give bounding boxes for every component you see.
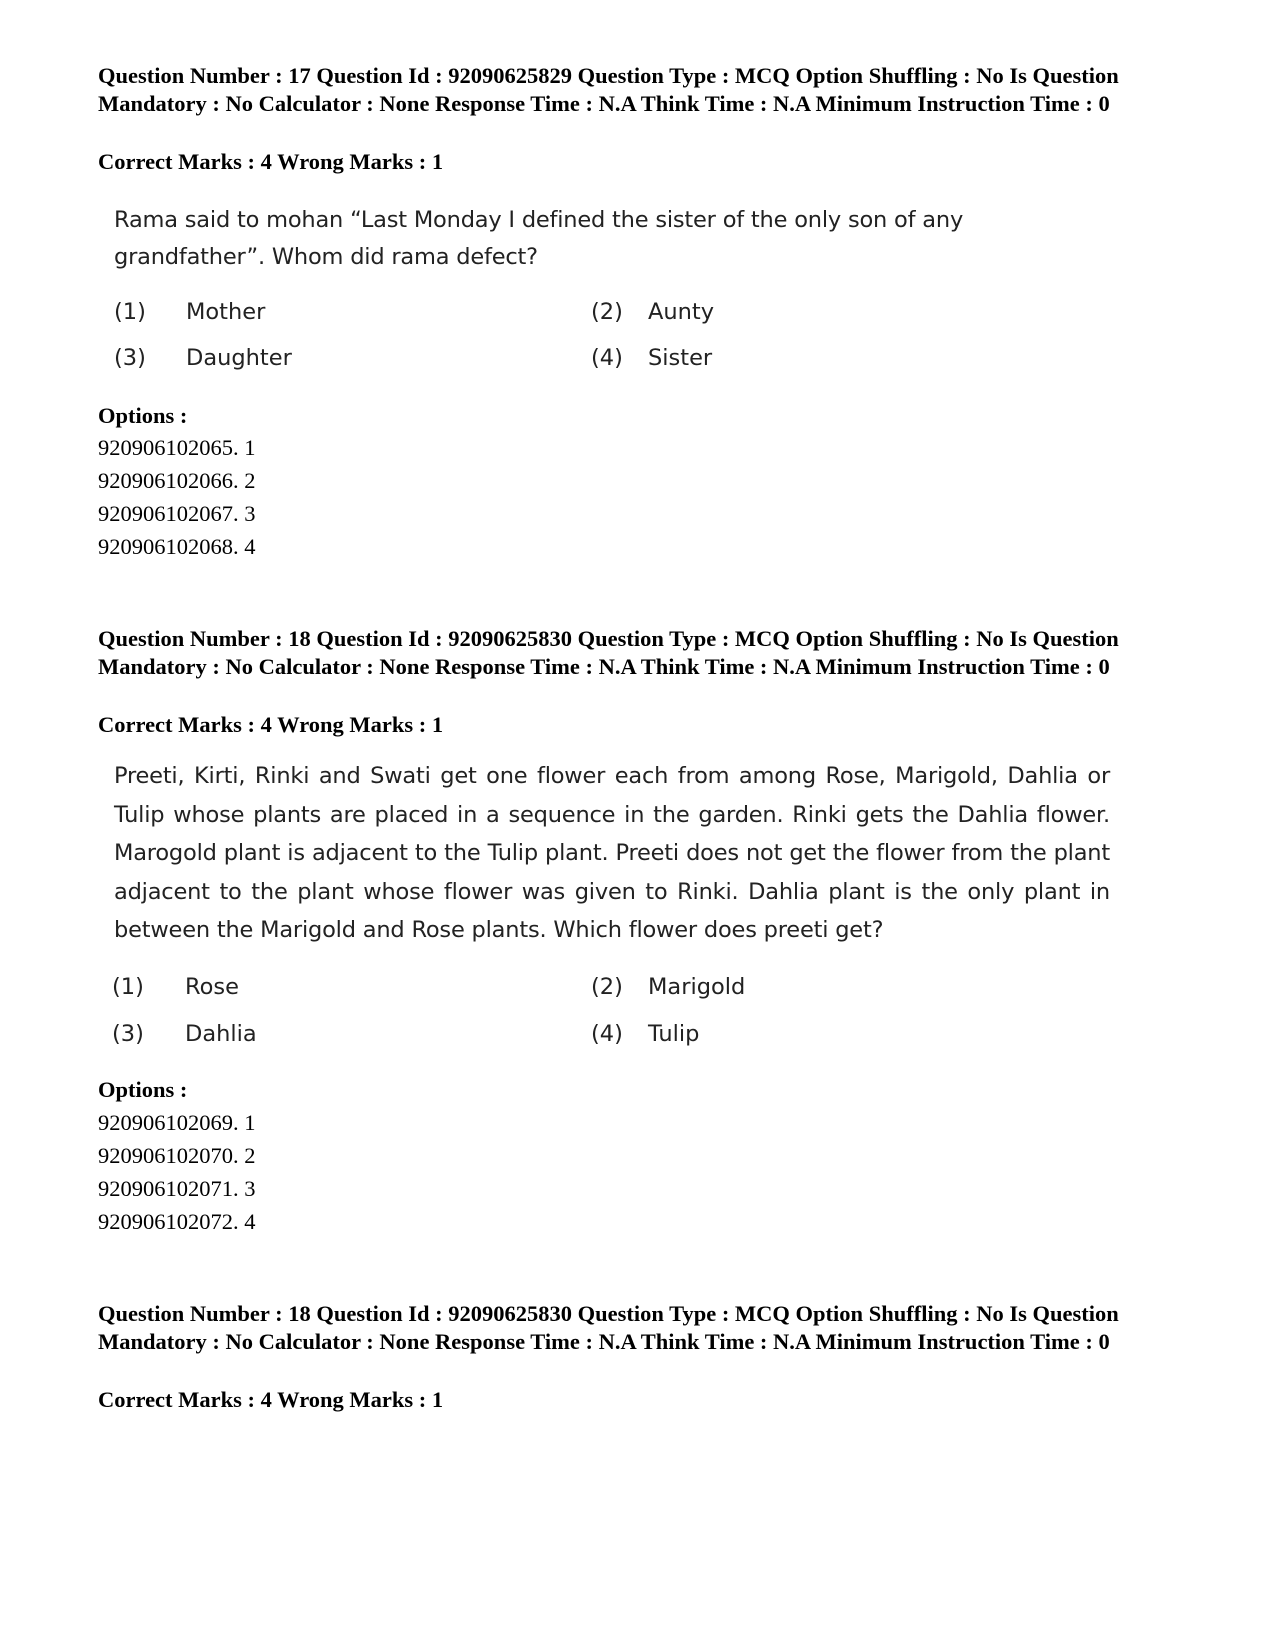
question-meta: Question Number : 17 Question Id : 92090625829 Question Type : MCQ Option Shuffling : No Is Question Mandatory : No Calculator : None Response Time : N.A Think Time : N.A Minimum Instruction Time : 0	[98, 63, 1119, 116]
choice-text: Mother	[186, 299, 266, 325]
choice-number: (4)	[591, 345, 623, 371]
option-id: 920906102067. 3	[98, 501, 256, 526]
choice-number: (1)	[114, 299, 146, 325]
choice-number: (2)	[591, 974, 623, 1000]
choice-text: Marigold	[648, 974, 746, 1000]
question-meta: Question Number : 18 Question Id : 92090625830 Question Type : MCQ Option Shuffling : No Is Question Mandatory : No Calculator : None Response Time : N.A Think Time : N.A Minimum Instruction Time : 0	[98, 1301, 1119, 1354]
answer-choice	[591, 342, 891, 374]
question-stem: Preeti, Kirti, Rinki and Swati get one flower each from among Rose, Marigold, Dahlia or Tulip whose plants are placed in a sequence in the garden. Rinki gets the Dahlia flower. Marogold plant is adjacent to the Tulip plant. Preeti does not get the flower from the plant adjacent to the plant whose flower was given to Rinki. Dahlia plant is the only plant in between the Marigold and Rose plants. Which flower does preeti get?	[114, 763, 1110, 943]
options-label: Options :	[98, 403, 188, 428]
option-id: 920906102072. 4	[98, 1209, 256, 1234]
answer-choice	[114, 342, 414, 374]
option-id: 920906102070. 2	[98, 1143, 256, 1168]
option-id: 920906102065. 1	[98, 435, 256, 460]
question-meta: Question Number : 18 Question Id : 92090625830 Question Type : MCQ Option Shuffling : No Is Question Mandatory : No Calculator : None Response Time : N.A Think Time : N.A Minimum Instruction Time : 0	[98, 626, 1119, 679]
choice-text: Tulip	[648, 1021, 700, 1047]
choice-number: (2)	[591, 299, 623, 325]
question-marks: Correct Marks : 4 Wrong Marks : 1	[98, 712, 444, 737]
answer-choice	[591, 1018, 891, 1050]
choice-text: Daughter	[186, 345, 292, 371]
option-id: 920906102068. 4	[98, 534, 256, 559]
answer-choice	[591, 971, 891, 1003]
option-id: 920906102071. 3	[98, 1176, 256, 1201]
choice-text: Rose	[185, 974, 239, 1000]
choice-text: Aunty	[648, 299, 715, 325]
question-marks: Correct Marks : 4 Wrong Marks : 1	[98, 1387, 444, 1412]
question-stem: Rama said to mohan “Last Monday I defined the sister of the only son of any grandfather”. Whom did rama defect?	[114, 207, 964, 270]
choice-number: (3)	[112, 1021, 144, 1047]
answer-choice	[114, 296, 414, 328]
option-id: 920906102069. 1	[98, 1110, 256, 1135]
choice-text: Dahlia	[185, 1021, 257, 1047]
choice-number: (4)	[591, 1021, 623, 1047]
choice-text: Sister	[648, 345, 713, 371]
choice-number: (3)	[114, 345, 146, 371]
answer-choice	[112, 971, 412, 1003]
options-label: Options :	[98, 1077, 188, 1102]
answer-choice	[112, 1018, 412, 1050]
question-marks: Correct Marks : 4 Wrong Marks : 1	[98, 149, 444, 174]
choice-number: (1)	[112, 974, 144, 1000]
answer-choice	[591, 296, 891, 328]
option-id: 920906102066. 2	[98, 468, 256, 493]
